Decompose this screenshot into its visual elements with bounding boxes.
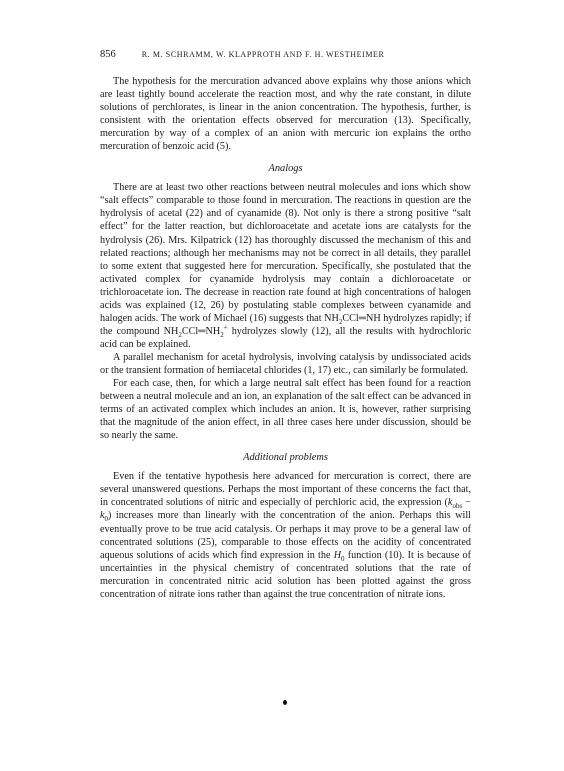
body-text (100, 75, 471, 601)
section-heading-additional-problems: Additional problems (243, 452, 328, 464)
formula-nh2ccl-nh3: $NH_2CCl═NH_2^+$ (163, 323, 228, 339)
running-head (100, 48, 470, 61)
analogs-text-part3: hydrolyzes slowly (12), all the results with hydrochloric acid can be explained. (100, 325, 471, 350)
paragraph-acetal-hydrolysis: A parallel mechanism for acetal hydrolysis, involving catalysis by undissociated acids or the transient formation of hemiacetal chlorides (1, 17) etc., can similarly be formulated. (100, 351, 471, 376)
analogs-text-part2: hydrolyzes rapidly; if the compound (100, 312, 472, 337)
paragraph-mercuration-hypothesis: The hypothesis for the mercuration advanced above explains why those anions which are least tightly bound accelerate the reaction most, and why the rate constant, in dilute solutions of perchlorates, is linear in the anion concentration. The hypothesis, further, is consistent with the orientation effects observed for mercuration (13). Specifically, mercuration by way of a complex of an anion with mercuric ion explains the ortho mercuration of benzoic acid (5). (100, 76, 471, 153)
analogs-text-part1: There are at least two other reactions between neutral molecules and ions which show “salt effects” comparable to those found in mercuration. The reactions in question are the hydrolysis of acetal (22) and of cyanamide (8). Not only is there a strong positive “salt effect” for the latter reaction, but dichloroacetate and acetate ions are catalysts for the hydrolysis (26). Mrs. Kilpatrick (12) has thoroughly discussed the mechanism of this and related reactions; although her mechanisms may not be correct in all details, they parallel to some extent that suggested here for mercuration. Specifically, she postulated that the activated complex for cyanamide hydrolysis may contain a dichloroacetate or trichloroacetate ion. The decrease in reaction rate found at high concentrations of halogen acids was explained (12, 26) by postulating stable complexes between cyanamide and halogen acids. The work of Michael (16) suggests that (100, 182, 471, 324)
formula-h0: $H_0$ (333, 549, 345, 563)
paragraph-salt-effect: For each case, then, for which a large neutral salt effect has been found for a reaction between a neutral molecule and an ion, an explanation of the salt effect can be advanced in terms of an activated complex which includes an anion. It is, however, rather surprising that the magnitude of the anion effect, in all three cases here under discussion, should be so nearly the same. (100, 378, 471, 442)
paragraph-additional-problems: Even if the tentative hypothesis here advanced for mercuration is correct, there are several unanswered questions. Perhaps the most important of these concerns the fact that, in concentrated solutions of nitric and especially of perchloric acid, the expression $(k_{obs} - k_0)$ increases more than linearly with the concentration of the anion. Perhaps this will eventually prove to be true acid catalysis. Or perhaps it may prove to be a general law of concentrated solutions (25), comparable to those effects on the acidity of concentrated aqueous solutions of acids which find expression in the $H_0$ function (10). It is because of uncertainties in the physical chemistry of concentrated solutions that the rate of mercuration in concentrated nitric acid solution has been plotted against the gross concentration of nitrate ions rather than against the true concentration of nitrate ions. (100, 471, 472, 600)
paragraph-analogs (100, 181, 471, 351)
section-heading-analogs: Analogs (268, 163, 303, 175)
formula-nh2ccl-nh: $NH_2CCl═NH$ (324, 312, 381, 326)
footer-mark (283, 700, 287, 705)
formula-k-obs-minus-k0: $k_{obs} - k_0$ (100, 497, 472, 524)
author-line: R. M. SCHRAMM, W. KLAPPROTH AND F. H. WESTHEIMER (141, 50, 385, 59)
page-number: 856 (100, 49, 116, 60)
